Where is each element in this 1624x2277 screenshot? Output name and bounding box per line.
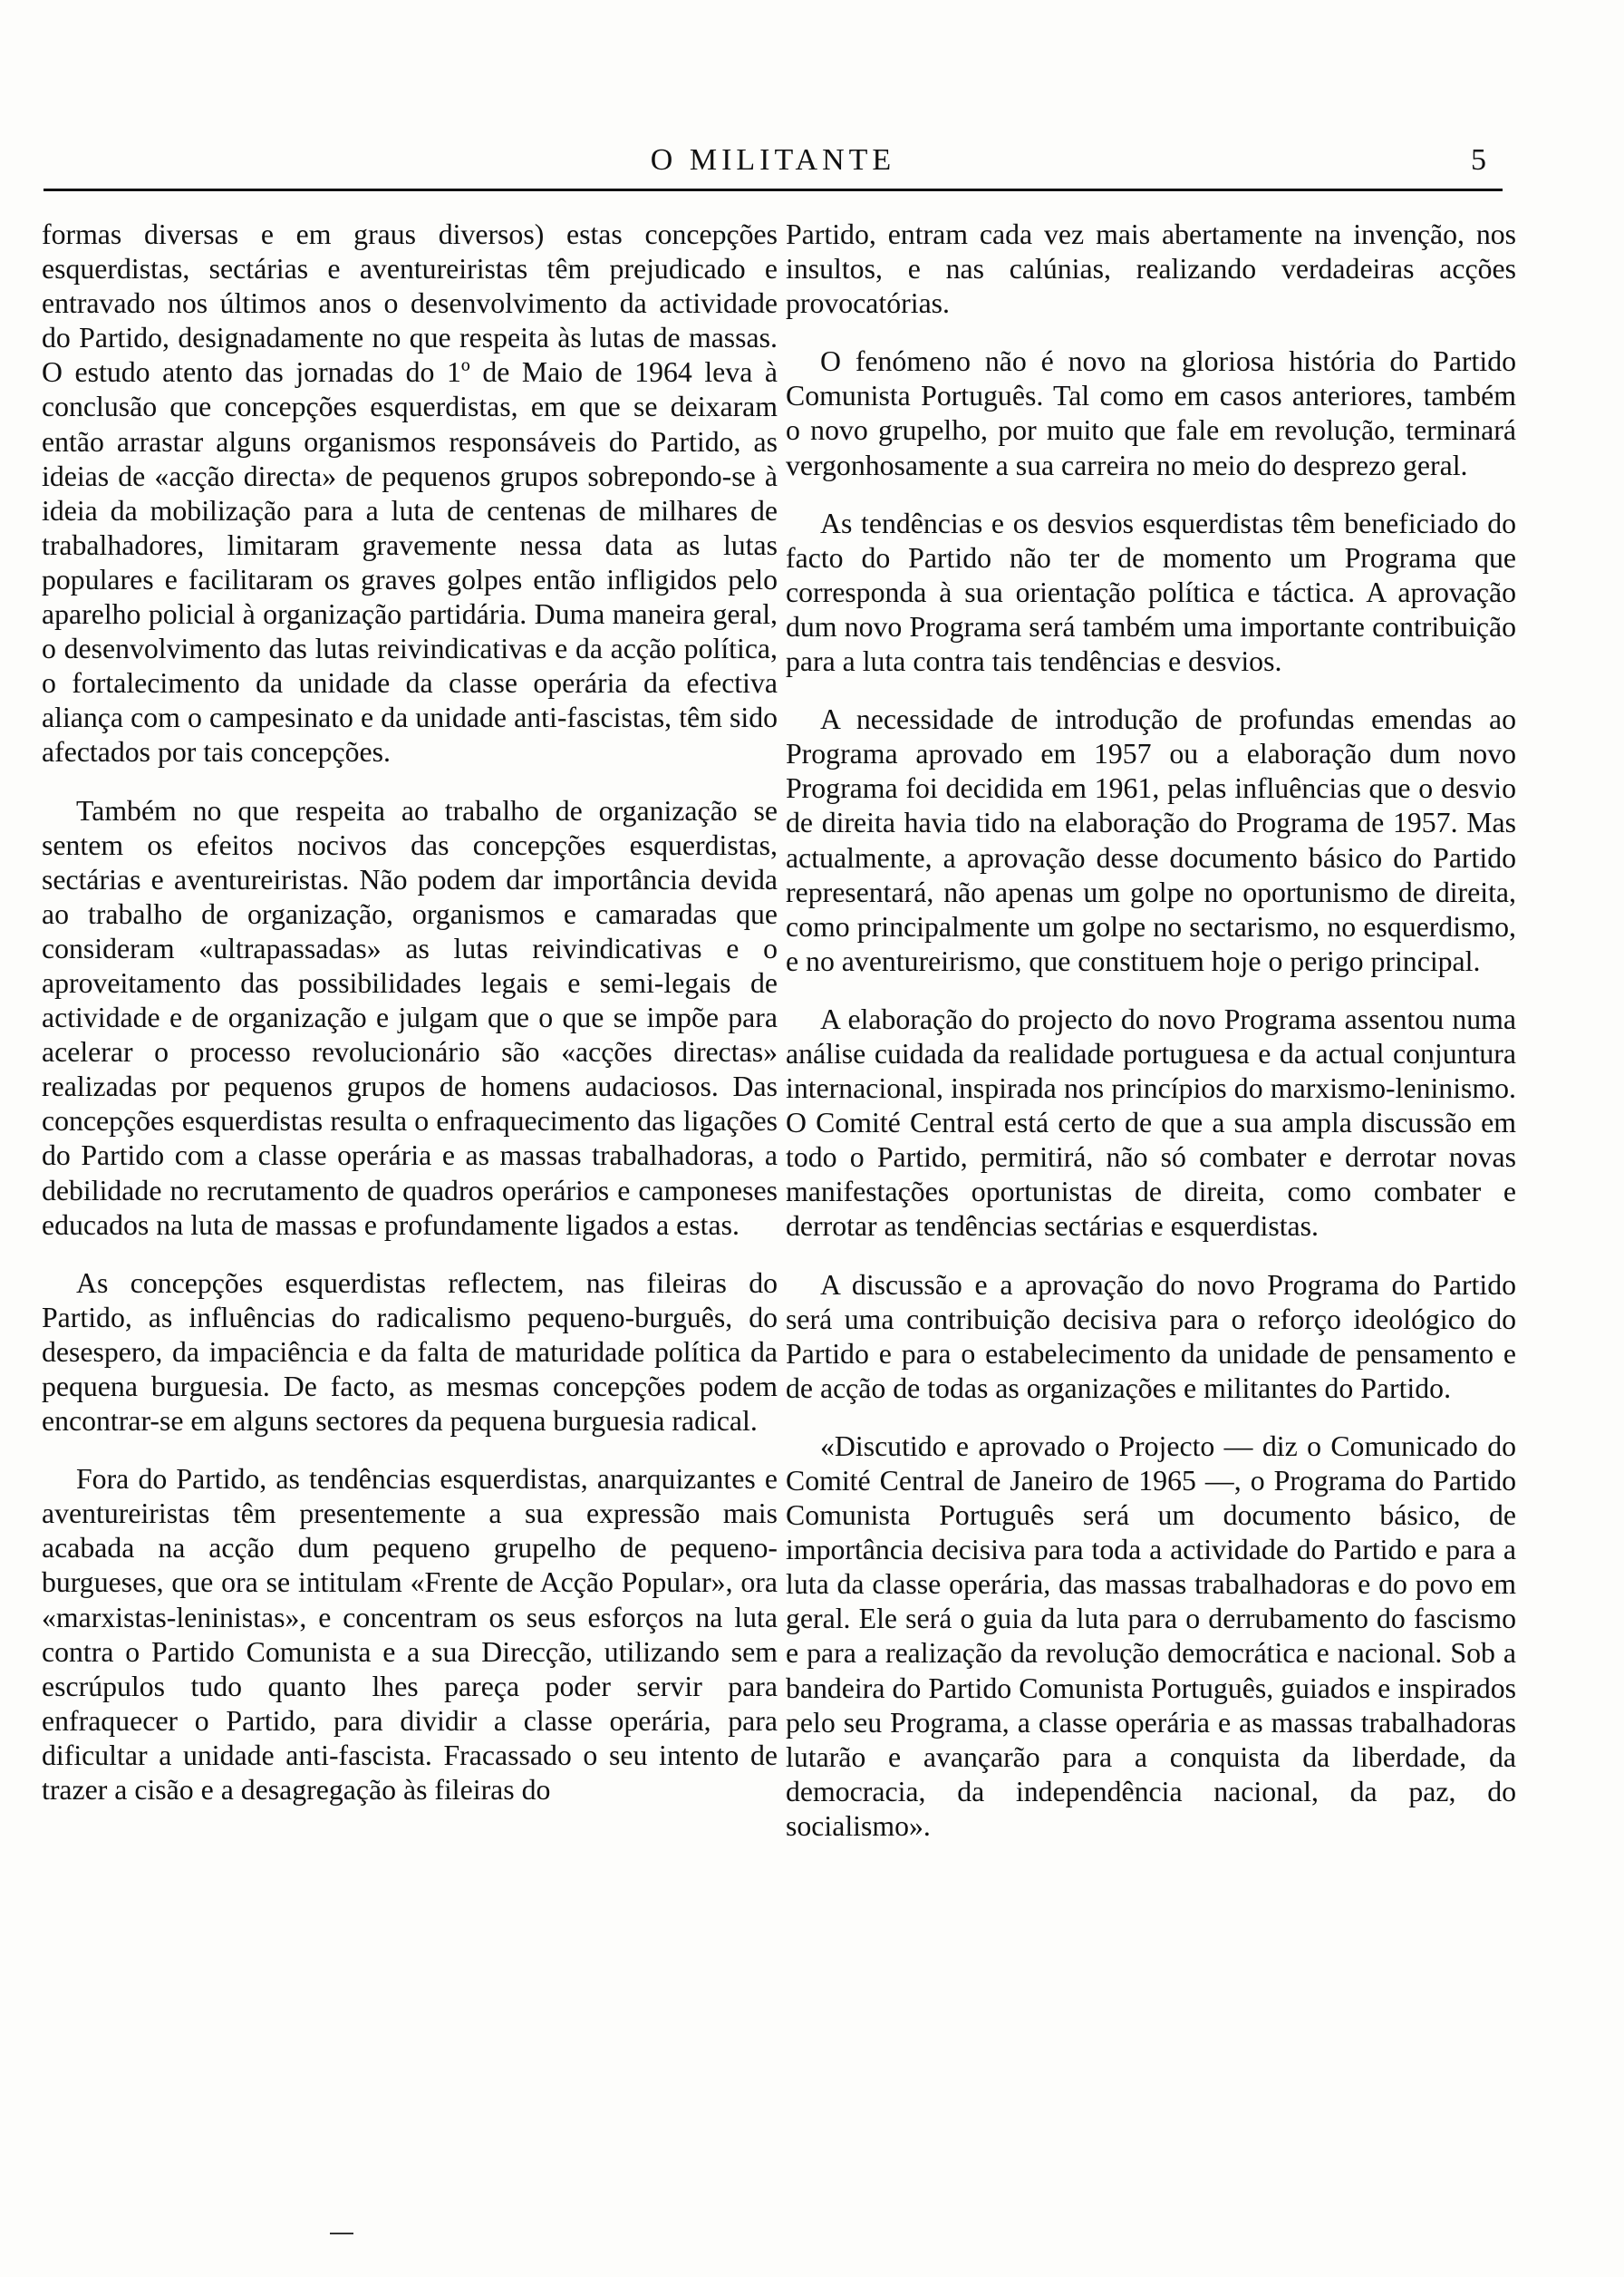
paragraph: Também no que respeita ao trabalho de organização se sentem os efeitos nocivos das concepções esquerdistas, sectárias e aventureiristas. Não podem dar importância devida ao trabalho de organização, organismos e camaradas que consideram «ultrapassadas» as lutas reivindicativas e o aproveitamento das possibilidades legais e semi-legais de actividade e de organização e julgam que o que se impõe para acelerar o processo revolucionário são «acções directas» realizadas por pequenos grupos de homens audaciosos. Das concepções esquerdistas resulta o enfraquecimento das ligações do Partido com a classe operária e as massas trabalhadoras, a debilidade no recrutamento de quadros operários e camponeses educados na luta de massas e profundamente ligados a estas.: [42, 794, 778, 1241]
paragraph: Partido, entram cada vez mais abertamente na invenção, nos insultos, e nas calúnias, realizando verdadeiras acções provocatórias.: [786, 218, 1516, 320]
running-header: [44, 143, 1503, 189]
left-column: [42, 218, 778, 1831]
paragraph: Fora do Partido, as tendências esquerdistas, anarquizantes e aventureiristas têm presentemente a sua expressão mais acabada na acção dum pequeno grupelho de pequeno-burgueses, que ora se intitulam «Frente de Acção Popular», ora «marxistas-leninistas», e concentram os seus esforços na luta contra o Partido Comunista e a sua Direcção, utilizando sem escrúpulos tudo quanto lhes pareça poder servir para enfraquecer o Partido, para dividir a classe operária, para dificultar a unidade anti-fascista. Fracassado o seu intento de trazer a cisão e a desagregação às fileiras do: [42, 1463, 778, 1807]
paragraph: A necessidade de introdução de profundas emendas ao Programa aprovado em 1957 ou a elaboração dum novo Programa foi decidida em 1961, pelas influências que o desvio de direita havia tido na elaboração do Programa de 1957. Mas actualmente, a aprovação desse documento básico do Partido representará, não apenas um golpe no oportunismo de direita, como principalmente um golpe no sectarismo, no esquerdismo, e no aventureirismo, que constituem hoje o perigo principal.: [786, 703, 1516, 977]
page-number: 5: [1471, 143, 1486, 177]
paragraph: A elaboração do projecto do novo Programa assentou numa análise cuidada da realidade portuguesa e da actual conjuntura internacional, inspirada nos princípios do marxismo-leninismo. O Comité Central está certo de que a sua ampla discussão em todo o Partido, permitirá, não só combater e derrotar novas manifestações oportunistas de direita, como combater e derrotar as tendências sectárias e esquerdistas.: [786, 1003, 1516, 1243]
paragraph: O fenómeno não é novo na gloriosa história do Partido Comunista Português. Tal como em casos anteriores, também o novo grupelho, por muito que fale em revolução, terminará vergonhosamente a sua carreira no meio do desprezo geral.: [786, 345, 1516, 481]
paragraph: A discussão e a aprovação do novo Programa do Partido será uma contribuição decisiva para o reforço ideológico do Partido e para o estabelecimento da unidade de pensamento e de acção de todas as organizações e militantes do Partido.: [786, 1268, 1516, 1404]
publication-title: O MILITANTE: [650, 143, 896, 177]
paragraph: As concepções esquerdistas reflectem, nas fileiras do Partido, as influências do radicalismo pequeno-burguês, do desespero, da impaciência e da falta de maturidade política da pequena burguesia. De facto, as mesmas concepções podem encontrar-se em alguns sectores da pequena burguesia radical.: [42, 1266, 778, 1438]
paragraph: As tendências e os desvios esquerdistas têm beneficiado do facto do Partido não ter de momento um Programa que corresponda à sua orientação política e táctica. A aprovação dum novo Programa será também uma importante contribuição para a luta contra tais tendências e desvios.: [786, 507, 1516, 678]
paragraph: «Discutido e aprovado o Projecto — diz o Comunicado do Comité Central de Janeiro de 1965 —, o Programa do Partido Comunista Português será um documento básico, de importância decisiva para toda a actividade do Partido e para a luta da classe operária, das massas trabalhadoras e do povo em geral. Ele será o guia da luta para o derrubamento do fascismo e para a realização da revolução democrática e nacional. Sob a bandeira do Partido Comunista Português, guiados e inspirados pelo seu Programa, a classe operária e as massas trabalhadoras lutarão e avançarão para a conquista da liberdade, da democracia, da independência nacional, da paz, do socialismo».: [786, 1429, 1516, 1842]
right-column: [786, 218, 1516, 1867]
header-rule: [44, 189, 1503, 191]
paragraph: formas diversas e em graus diversos) estas concepções esquerdistas, sectárias e aventureiristas têm prejudicado e entravado nos últimos anos o desenvolvimento da actividade do Partido, designadamente no que respeita às lutas de massas. O estudo atento das jornadas do 1º de Maio de 1964 leva à conclusão que concepções esquerdistas, em que se deixaram então arrastar alguns organismos responsáveis do Partido, as ideias de «acção directa» de pequenos grupos sobrepondo-se à ideia da mobilização para a luta de centenas de milhares de trabalhadores, limitaram gravemente nessa data as lutas populares e facilitaram os graves golpes então infligidos pelo aparelho policial à organização partidária. Duma maneira geral, o desenvolvimento das lutas reivindicativas e da acção política, o fortalecimento da unidade da classe operária da efectiva aliança com o campesinato e da unidade anti-fascistas, têm sido afectados por tais concepções.: [42, 218, 778, 769]
bottom-mark: [330, 2233, 353, 2234]
